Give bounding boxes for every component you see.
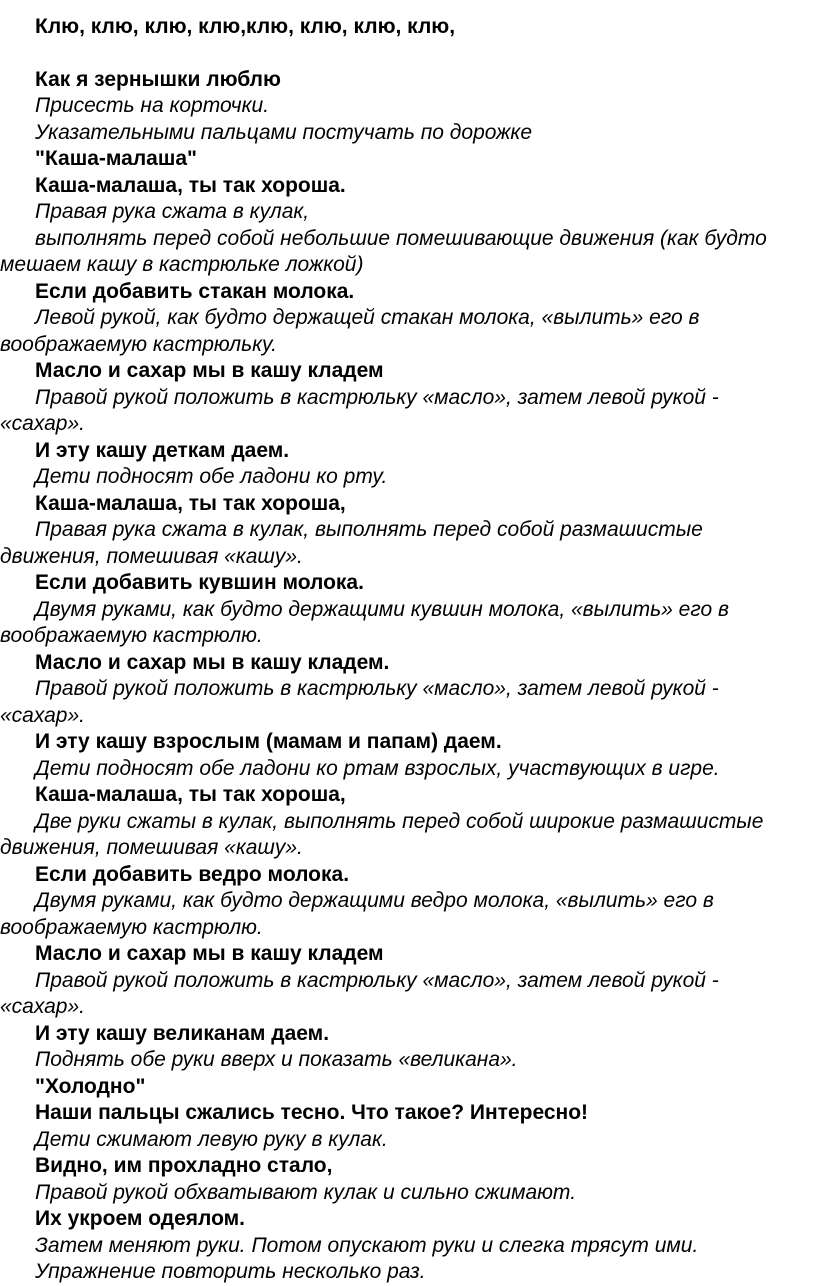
instruction-line: Две руки сжаты в кулак, выполнять перед собой широкие размашистые движения, помешивая «кашу». [0, 809, 764, 859]
instruction-line: Затем меняют руки. Потом опускают руки и слегка трясут ими. [35, 1233, 699, 1257]
instruction-line: Правой рукой положить в кастрюльку «масло», затем левой рукой - «сахар». [0, 385, 719, 435]
instruction-line: Указательными пальцами постучать по дорожке [35, 120, 533, 144]
instruction-line: Правая рука сжата в кулак, выполнять перед собой размашистые движения, помешивая «кашу». [0, 518, 703, 568]
verse-line: Как я зернышки люблю [35, 67, 281, 91]
instruction-line: Дети подносят обе ладони ко рту. [35, 465, 388, 488]
instruction-line: Дети сжимают левую руку в кулак. [35, 1127, 388, 1151]
instruction-line: Правой рукой положить в кастрюльку «масло», затем левой рукой - «сахар». [0, 968, 719, 1018]
text-line: Клю, клю, клю, клю,клю, клю, клю, клю, [35, 15, 456, 38]
verse-line: И эту кашу деткам даем. [35, 438, 290, 462]
verse-line: Масло и сахар мы в кашу кладем [35, 942, 384, 965]
verse-line: Если добавить кувшин молока. [35, 571, 364, 594]
instruction-line: Двумя руками, как будто держащими ведро молока, «вылить» его в воображаемую кастрюлю. [0, 889, 714, 939]
verse-line: Если добавить ведро молока. [35, 862, 350, 886]
verse-line: И эту кашу великанам даем. [35, 1021, 330, 1045]
instruction-line: Двумя руками, как будто держащими кувшин молока, «вылить» его в воображаемую кастрюлю. [0, 597, 729, 647]
verse-line: Их укроем одеялом. [35, 1207, 246, 1230]
instruction-line: Присесть на корточки. [35, 94, 270, 117]
section-title: "Каша-малаша" [35, 147, 197, 170]
verse-line: И эту кашу взрослым (мамам и папам) даем. [35, 730, 502, 753]
verse-line: Видно, им прохладно стало, [35, 1154, 333, 1177]
verse-line: Каша-малаша, ты так хороша. [35, 173, 346, 197]
instruction-line: Поднять обе руки вверх и показать «великана». [35, 1048, 518, 1071]
instruction-line: Правой рукой положить в кастрюльку «масло», затем левой рукой - «сахар». [0, 677, 719, 727]
instruction-line: Правой рукой обхватывают кулак и сильно сжимают. [35, 1180, 577, 1204]
instruction-line: выполнять перед собой небольшие помешивающие движения (как будто мешаем кашу в кастрюльке ложкой) [0, 226, 767, 276]
verse-line: Масло и сахар мы в кашу кладем. [35, 650, 390, 674]
instruction-line: Правая рука сжата в кулак, [35, 200, 310, 223]
verse-line: Каша-малаша, ты так хороша, [35, 783, 346, 806]
section-title: "Холодно" [35, 1074, 146, 1098]
verse-line: Если добавить стакан молока. [35, 279, 355, 303]
verse-line: Масло и сахар мы в кашу кладем [35, 359, 384, 382]
instruction-line: Дети подносят обе ладони ко ртам взрослых, участвующих в игре. [35, 756, 720, 780]
instruction-line: Упражнение повторить несколько раз. [35, 1260, 426, 1283]
verse-line: Каша-малаша, ты так хороша, [35, 491, 346, 515]
instruction-line: Левой рукой, как будто держащей стакан молока, «вылить» его в воображаемую кастрюльку. [0, 306, 700, 356]
blank-line [0, 41, 816, 67]
verse-line: Наши пальцы сжались тесно. Что такое? Интересно! [35, 1101, 589, 1124]
